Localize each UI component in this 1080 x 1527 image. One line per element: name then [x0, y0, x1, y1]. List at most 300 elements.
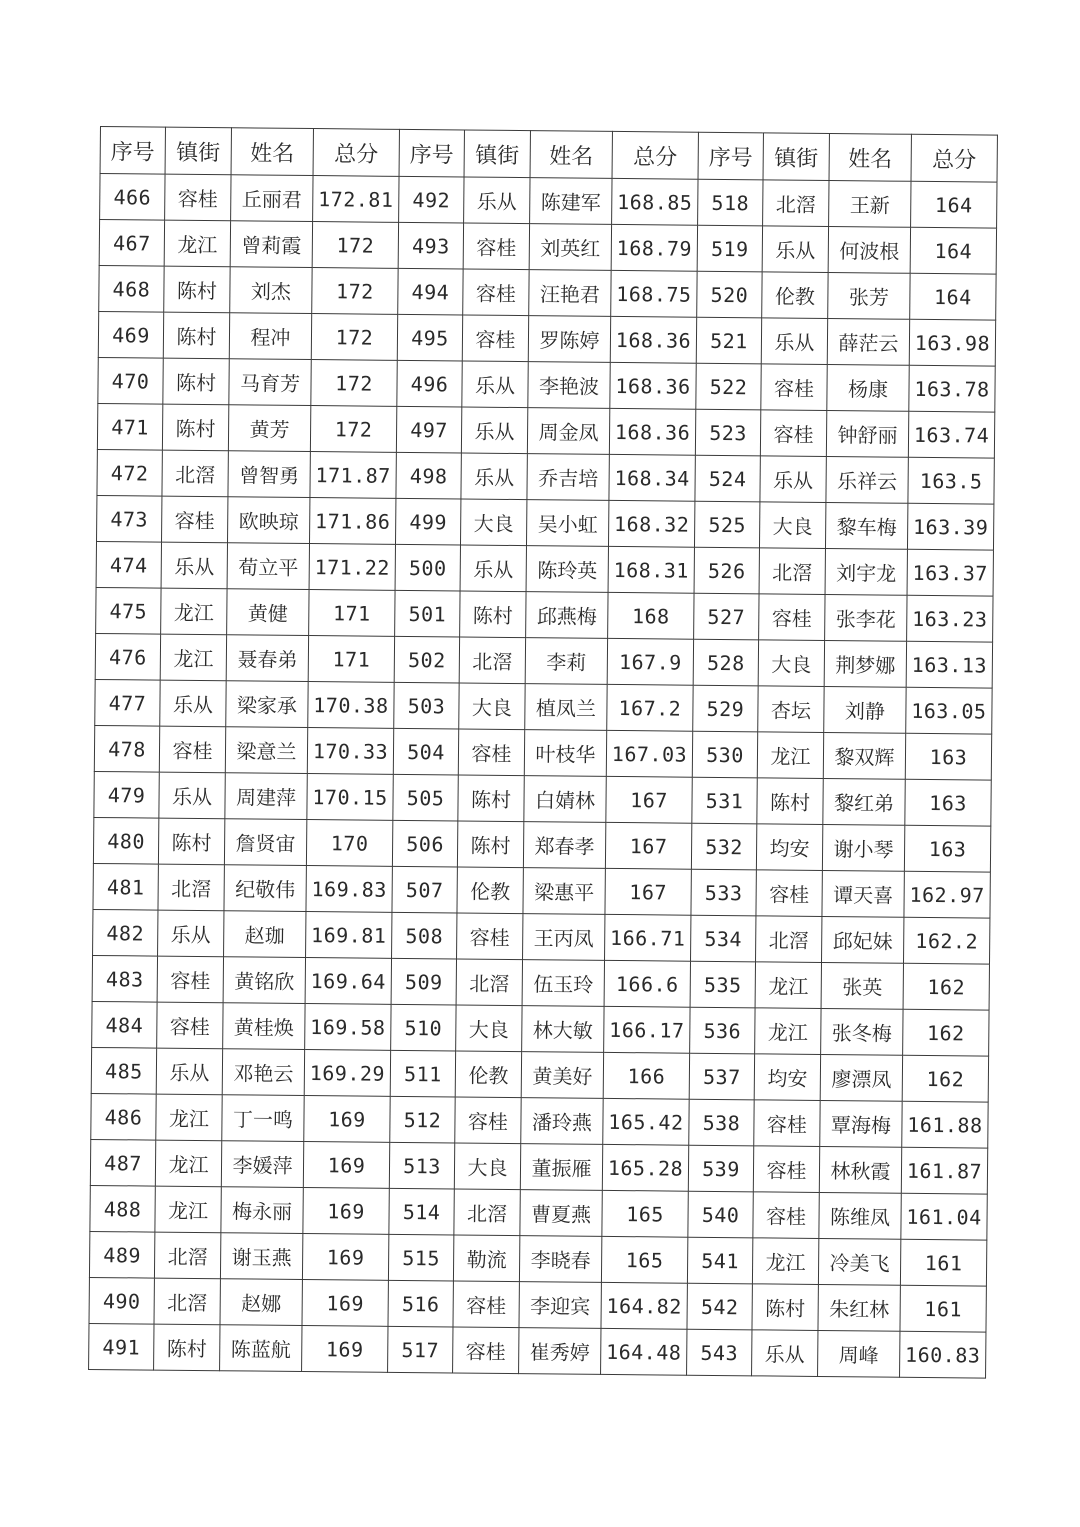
score-cell: 164.48 — [601, 1328, 687, 1375]
town-cell: 北滘 — [154, 1278, 220, 1325]
name-cell: 钟舒丽 — [826, 410, 908, 457]
score-cell: 169.81 — [306, 912, 392, 959]
name-cell: 李艳波 — [528, 362, 610, 409]
score-cell: 167.03 — [606, 730, 692, 777]
serial-no-cell: 523 — [695, 409, 760, 456]
score-cell: 168.36 — [610, 362, 696, 409]
serial-no-cell: 485 — [91, 1047, 156, 1094]
score-cell: 172 — [312, 222, 398, 269]
name-cell: 陈建军 — [530, 178, 612, 225]
name-cell: 林大敏 — [522, 1006, 604, 1053]
town-cell: 北滘 — [454, 1189, 520, 1236]
score-cell: 170 — [306, 820, 392, 867]
name-cell: 杨康 — [827, 364, 909, 411]
serial-no-cell: 509 — [391, 958, 456, 1005]
name-cell: 王丙凤 — [523, 914, 605, 961]
name-cell: 陈维凤 — [819, 1192, 901, 1239]
serial-no-cell: 517 — [388, 1326, 453, 1373]
name-cell: 李迎宾 — [519, 1282, 601, 1329]
score-cell: 168.85 — [612, 178, 698, 225]
town-cell: 乐从 — [161, 542, 227, 589]
serial-no-cell: 508 — [392, 912, 457, 959]
serial-no-cell: 537 — [689, 1053, 754, 1100]
name-cell: 梅永丽 — [221, 1187, 303, 1234]
serial-no-cell: 494 — [398, 268, 463, 315]
score-cell: 163.37 — [907, 549, 993, 596]
score-cell: 162 — [903, 963, 989, 1010]
name-cell: 黎车梅 — [825, 502, 907, 549]
serial-no-cell: 467 — [99, 220, 164, 267]
score-cell: 168.36 — [609, 408, 695, 455]
town-cell: 陈村 — [460, 591, 526, 638]
name-cell: 白婧林 — [524, 776, 606, 823]
town-cell: 伦教 — [457, 867, 523, 914]
name-cell: 刘静 — [824, 686, 906, 733]
town-cell: 龙江 — [156, 1094, 222, 1141]
serial-no-cell: 520 — [697, 271, 762, 318]
town-cell: 容桂 — [455, 1097, 521, 1144]
serial-no-cell: 516 — [388, 1280, 453, 1327]
name-cell: 张李花 — [825, 594, 907, 641]
name-cell: 周金凤 — [527, 408, 609, 455]
name-cell: 刘杰 — [230, 267, 312, 314]
name-cell: 冷美飞 — [818, 1238, 900, 1285]
name-cell: 李晓春 — [519, 1236, 601, 1283]
serial-no-cell: 540 — [688, 1191, 753, 1238]
score-cell: 163.5 — [908, 457, 994, 504]
score-cell: 164 — [910, 273, 996, 320]
serial-no-cell: 480 — [93, 817, 158, 864]
name-cell: 伍玉玲 — [522, 960, 604, 1007]
serial-no-cell: 469 — [98, 311, 163, 358]
serial-no-cell: 527 — [694, 593, 759, 640]
score-cell: 171.87 — [310, 452, 396, 499]
name-cell: 荀立平 — [227, 543, 309, 590]
name-cell: 黄芳 — [228, 405, 310, 452]
score-cell: 168.31 — [608, 546, 694, 593]
name-cell: 何波根 — [828, 226, 910, 273]
serial-no-cell: 511 — [390, 1050, 455, 1097]
town-cell: 北滘 — [759, 548, 825, 595]
serial-no-cell: 476 — [95, 633, 160, 680]
name-cell: 黄桂焕 — [223, 1003, 305, 1050]
score-cell: 169.83 — [306, 866, 392, 913]
town-cell: 伦教 — [455, 1051, 521, 1098]
score-cell: 170.33 — [307, 728, 393, 775]
town-cell: 容桂 — [157, 1002, 223, 1049]
town-cell: 龙江 — [757, 732, 823, 779]
town-cell: 容桂 — [458, 729, 524, 776]
score-cell: 163.74 — [908, 411, 994, 458]
town-cell: 容桂 — [462, 315, 528, 362]
table-row — [89, 1323, 986, 1378]
score-cell: 163 — [904, 825, 990, 872]
town-cell: 均安 — [754, 1054, 820, 1101]
name-cell: 丘丽君 — [231, 175, 313, 222]
town-cell: 乐从 — [160, 680, 226, 727]
score-cell: 163.39 — [907, 503, 993, 550]
header-town: 镇街 — [165, 127, 231, 175]
serial-no-cell: 514 — [389, 1188, 454, 1235]
name-cell: 张冬梅 — [821, 1008, 903, 1055]
name-cell: 乔吉培 — [527, 454, 609, 501]
name-cell: 赵娜 — [220, 1279, 302, 1326]
score-cell: 164 — [910, 227, 996, 274]
serial-no-cell: 486 — [91, 1093, 156, 1140]
town-cell: 乐从 — [461, 453, 527, 500]
score-cell: 165.42 — [603, 1098, 689, 1145]
name-cell: 丁一鸣 — [222, 1095, 304, 1142]
score-cell: 167.9 — [607, 638, 693, 685]
name-cell: 王新 — [829, 181, 911, 228]
name-cell: 谢玉燕 — [220, 1233, 302, 1280]
score-cell: 165.28 — [602, 1144, 688, 1191]
score-cell: 163.05 — [906, 687, 992, 734]
town-cell: 均安 — [756, 824, 822, 871]
score-cell: 166.71 — [605, 914, 691, 961]
serial-no-cell: 500 — [395, 544, 460, 591]
serial-no-cell: 535 — [690, 961, 755, 1008]
header-town: 镇街 — [464, 130, 530, 178]
serial-no-cell: 543 — [687, 1329, 752, 1376]
name-cell: 覃海梅 — [820, 1100, 902, 1147]
header-serial-no: 序号 — [100, 127, 165, 175]
score-cell: 169.64 — [305, 958, 391, 1005]
name-cell: 朱红林 — [818, 1284, 900, 1331]
serial-no-cell: 519 — [697, 225, 762, 272]
name-cell: 叶枝华 — [524, 730, 606, 777]
serial-no-cell: 492 — [399, 176, 464, 223]
name-cell: 黎双辉 — [823, 732, 905, 779]
name-cell: 汪艳君 — [529, 270, 611, 317]
serial-no-cell: 474 — [96, 541, 161, 588]
header-total-score: 总分 — [313, 129, 399, 177]
score-cell: 163 — [905, 779, 991, 826]
name-cell: 周建萍 — [225, 773, 307, 820]
score-cell: 169.58 — [305, 1004, 391, 1051]
score-cell: 170.38 — [308, 682, 394, 729]
serial-no-cell: 471 — [97, 403, 162, 450]
serial-no-cell: 473 — [97, 495, 162, 542]
serial-no-cell: 522 — [696, 363, 761, 410]
name-cell: 纪敬伟 — [224, 865, 306, 912]
score-cell: 171 — [309, 590, 395, 637]
name-cell: 邱燕梅 — [526, 592, 608, 639]
serial-no-cell: 499 — [395, 498, 460, 545]
score-cell: 169 — [302, 1233, 388, 1280]
score-cell: 166 — [603, 1052, 689, 1099]
score-cell: 161.04 — [901, 1193, 987, 1240]
town-cell: 陈村 — [164, 266, 230, 313]
name-cell: 詹贤宙 — [224, 819, 306, 866]
score-cell: 162.2 — [904, 917, 990, 964]
town-cell: 北滘 — [763, 180, 829, 227]
score-cell: 171.86 — [310, 498, 396, 545]
town-cell: 容桂 — [457, 913, 523, 960]
score-cell: 170.15 — [307, 774, 393, 821]
score-cell: 161.87 — [901, 1147, 987, 1194]
town-cell: 乐从 — [752, 1330, 818, 1377]
score-cell: 168.32 — [608, 500, 694, 547]
score-cell: 162.97 — [904, 871, 990, 918]
serial-no-cell: 488 — [90, 1185, 155, 1232]
serial-no-cell: 530 — [692, 731, 757, 778]
town-cell: 北滘 — [158, 864, 224, 911]
town-cell: 大良 — [456, 1005, 522, 1052]
town-cell: 容桂 — [453, 1281, 519, 1328]
town-cell: 大良 — [459, 683, 525, 730]
score-cell: 164 — [911, 181, 997, 228]
name-cell: 马育芳 — [229, 359, 311, 406]
town-cell: 容桂 — [159, 726, 225, 773]
name-cell: 罗陈婷 — [528, 316, 610, 363]
name-cell: 梁惠平 — [523, 868, 605, 915]
town-cell: 容桂 — [463, 223, 529, 270]
name-cell: 潘玲燕 — [521, 1098, 603, 1145]
serial-no-cell: 538 — [689, 1099, 754, 1146]
name-cell: 张英 — [821, 962, 903, 1009]
name-cell: 郑春孝 — [523, 822, 605, 869]
name-cell: 陈玲英 — [526, 546, 608, 593]
header-serial-no: 序号 — [399, 129, 464, 177]
serial-no-cell: 503 — [394, 682, 459, 729]
town-cell: 陈村 — [154, 1324, 220, 1371]
town-cell: 龙江 — [752, 1238, 818, 1285]
score-cell: 172 — [312, 268, 398, 315]
score-cell: 167 — [605, 868, 691, 915]
name-cell: 程冲 — [229, 313, 311, 360]
score-cell: 169.29 — [304, 1050, 390, 1097]
town-cell: 容桂 — [759, 594, 825, 641]
serial-no-cell: 484 — [92, 1001, 157, 1048]
name-cell: 崔秀婷 — [519, 1328, 601, 1375]
name-cell: 董振雁 — [520, 1144, 602, 1191]
score-cell: 167 — [606, 776, 692, 823]
town-cell: 北滘 — [154, 1232, 220, 1279]
name-cell: 薛茫云 — [827, 318, 909, 365]
town-cell: 龙江 — [161, 588, 227, 635]
score-cell: 168.79 — [611, 224, 697, 271]
name-cell: 梁意兰 — [225, 727, 307, 774]
serial-no-cell: 529 — [693, 685, 758, 732]
score-cell: 166.17 — [604, 1006, 690, 1053]
name-cell: 周峰 — [818, 1330, 900, 1377]
town-cell: 乐从 — [760, 456, 826, 503]
serial-no-cell: 521 — [696, 317, 761, 364]
town-cell: 乐从 — [461, 407, 527, 454]
serial-no-cell: 518 — [698, 179, 763, 226]
town-cell: 北滘 — [459, 637, 525, 684]
town-cell: 陈村 — [163, 358, 229, 405]
header-name: 姓名 — [530, 131, 612, 179]
serial-no-cell: 477 — [95, 679, 160, 726]
name-cell: 林秋霞 — [819, 1146, 901, 1193]
town-cell: 大良 — [758, 640, 824, 687]
serial-no-cell: 466 — [100, 174, 165, 221]
town-cell: 容桂 — [463, 269, 529, 316]
table-header-row — [100, 127, 997, 183]
serial-no-cell: 472 — [97, 449, 162, 496]
serial-no-cell: 496 — [397, 360, 462, 407]
name-cell: 黄美好 — [521, 1052, 603, 1099]
name-cell: 刘英红 — [529, 224, 611, 271]
serial-no-cell: 482 — [93, 909, 158, 956]
serial-no-cell: 513 — [389, 1142, 454, 1189]
name-cell: 曾莉霞 — [230, 221, 312, 268]
serial-no-cell: 512 — [390, 1096, 455, 1143]
town-cell: 陈村 — [163, 312, 229, 359]
serial-no-cell: 507 — [392, 866, 457, 913]
serial-no-cell: 534 — [691, 915, 756, 962]
serial-no-cell: 505 — [393, 774, 458, 821]
serial-no-cell: 528 — [693, 639, 758, 686]
serial-no-cell: 506 — [392, 820, 457, 867]
score-cell: 167.2 — [607, 684, 693, 731]
name-cell: 聂春弟 — [226, 635, 308, 682]
town-cell: 龙江 — [755, 962, 821, 1009]
town-cell: 乐从 — [460, 545, 526, 592]
serial-no-cell: 524 — [695, 455, 760, 502]
score-cell: 163 — [905, 733, 991, 780]
serial-no-cell: 489 — [89, 1231, 154, 1278]
name-cell: 张芳 — [828, 272, 910, 319]
header-name: 姓名 — [231, 128, 313, 176]
score-cell: 169 — [304, 1096, 390, 1143]
town-cell: 乐从 — [159, 772, 225, 819]
score-cell: 163.13 — [906, 641, 992, 688]
town-cell: 勒流 — [453, 1235, 519, 1282]
score-cell: 169 — [303, 1142, 389, 1189]
name-cell: 邱妃妹 — [822, 916, 904, 963]
score-cell: 161 — [900, 1239, 986, 1286]
serial-no-cell: 497 — [396, 406, 461, 453]
score-cell: 161.88 — [902, 1101, 988, 1148]
town-cell: 龙江 — [155, 1140, 221, 1187]
town-cell: 伦教 — [762, 272, 828, 319]
name-cell: 植凤兰 — [525, 684, 607, 731]
name-cell: 廖漂凤 — [820, 1054, 902, 1101]
town-cell: 容桂 — [162, 496, 228, 543]
score-cell: 169 — [303, 1188, 389, 1235]
town-cell: 容桂 — [761, 364, 827, 411]
serial-no-cell: 483 — [92, 955, 157, 1002]
serial-no-cell: 542 — [687, 1283, 752, 1330]
serial-no-cell: 495 — [397, 314, 462, 361]
name-cell: 梁家承 — [226, 681, 308, 728]
town-cell: 陈村 — [752, 1284, 818, 1331]
score-cell: 164.82 — [601, 1282, 687, 1329]
name-cell: 邓艳云 — [222, 1049, 304, 1096]
name-cell: 乐祥云 — [826, 456, 908, 503]
serial-no-cell: 536 — [690, 1007, 755, 1054]
name-cell: 黎红弟 — [823, 778, 905, 825]
serial-no-cell: 478 — [94, 725, 159, 772]
name-cell: 黄健 — [227, 589, 309, 636]
name-cell: 荆梦娜 — [824, 640, 906, 687]
town-cell: 北滘 — [162, 450, 228, 497]
score-cell: 169 — [302, 1279, 388, 1326]
town-cell: 容桂 — [453, 1327, 519, 1374]
name-cell: 陈蓝航 — [220, 1325, 302, 1372]
town-cell: 陈村 — [458, 775, 524, 822]
town-cell: 乐从 — [464, 177, 530, 224]
serial-no-cell: 498 — [396, 452, 461, 499]
town-cell: 龙江 — [155, 1186, 221, 1233]
town-cell: 龙江 — [160, 634, 226, 681]
serial-no-cell: 541 — [687, 1237, 752, 1284]
score-cell: 169 — [302, 1325, 388, 1372]
serial-no-cell: 479 — [94, 771, 159, 818]
header-total-score: 总分 — [612, 131, 698, 179]
score-cell: 171.22 — [309, 544, 395, 591]
town-cell: 陈村 — [158, 818, 224, 865]
score-cell: 171 — [308, 636, 394, 683]
score-cell: 168.36 — [610, 316, 696, 363]
town-cell: 龙江 — [164, 220, 230, 267]
score-cell: 163.98 — [909, 319, 995, 366]
town-cell: 乐从 — [156, 1048, 222, 1095]
serial-no-cell: 504 — [393, 728, 458, 775]
town-cell: 乐从 — [762, 226, 828, 273]
name-cell: 曾智勇 — [228, 451, 310, 498]
score-cell: 168.75 — [611, 270, 697, 317]
serial-no-cell: 526 — [694, 547, 759, 594]
town-cell: 北滘 — [456, 959, 522, 1006]
serial-no-cell: 510 — [391, 1004, 456, 1051]
score-cell: 172 — [311, 360, 397, 407]
serial-no-cell: 532 — [691, 823, 756, 870]
town-cell: 龙江 — [755, 1008, 821, 1055]
town-cell: 容桂 — [165, 174, 231, 221]
town-cell: 大良 — [759, 502, 825, 549]
name-cell: 吴小虹 — [526, 500, 608, 547]
header-serial-no: 序号 — [698, 132, 763, 180]
name-cell: 刘宇龙 — [825, 548, 907, 595]
serial-no-cell: 468 — [99, 265, 164, 312]
serial-no-cell: 531 — [692, 777, 757, 824]
town-cell: 容桂 — [753, 1146, 819, 1193]
town-cell: 陈村 — [162, 404, 228, 451]
serial-no-cell: 470 — [98, 357, 163, 404]
name-cell: 谢小琴 — [822, 824, 904, 871]
serial-no-cell: 487 — [90, 1139, 155, 1186]
serial-no-cell: 502 — [394, 636, 459, 683]
score-cell: 162 — [903, 1009, 989, 1056]
town-cell: 大良 — [454, 1143, 520, 1190]
score-cell: 162 — [902, 1055, 988, 1102]
town-cell: 乐从 — [158, 910, 224, 957]
serial-no-cell: 533 — [691, 869, 756, 916]
header-name: 姓名 — [829, 134, 911, 182]
serial-no-cell: 501 — [395, 590, 460, 637]
score-cell: 163.23 — [907, 595, 993, 642]
score-cell: 163.78 — [909, 365, 995, 412]
score-cell: 165 — [602, 1190, 688, 1237]
name-cell: 李媛萍 — [221, 1141, 303, 1188]
name-cell: 谭天喜 — [822, 870, 904, 917]
serial-no-cell: 491 — [89, 1323, 154, 1370]
score-cell: 161 — [900, 1285, 986, 1332]
town-cell: 大良 — [460, 499, 526, 546]
name-cell: 李莉 — [525, 638, 607, 685]
name-cell: 欧映琼 — [228, 497, 310, 544]
score-cell: 165 — [601, 1236, 687, 1283]
score-cell: 167 — [605, 822, 691, 869]
name-cell: 曹夏燕 — [520, 1190, 602, 1237]
header-total-score: 总分 — [911, 134, 997, 182]
town-cell: 容桂 — [760, 410, 826, 457]
serial-no-cell: 515 — [388, 1234, 453, 1281]
